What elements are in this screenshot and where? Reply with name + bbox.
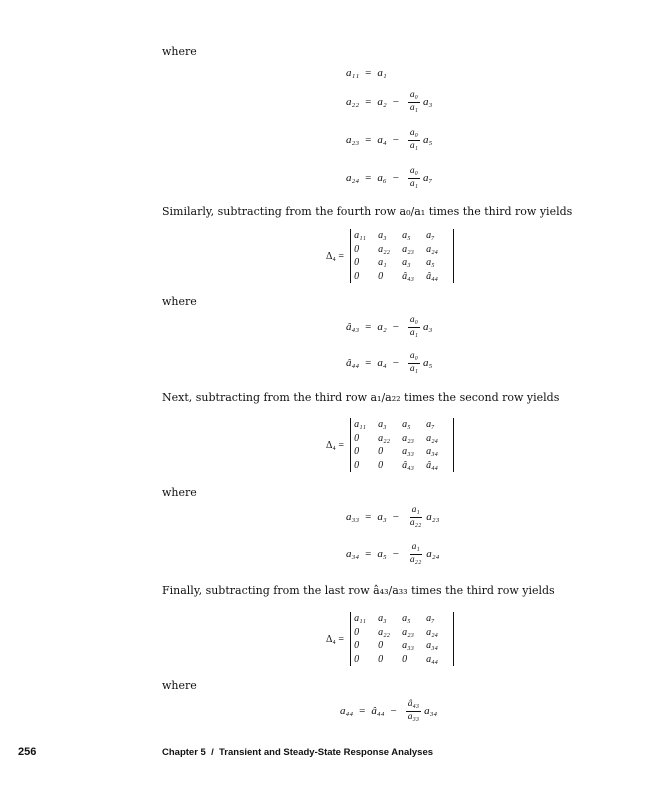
eq-numerator: a₁ bbox=[410, 543, 422, 555]
matrix-cell: 0 bbox=[378, 653, 384, 665]
eq-fraction bbox=[408, 167, 420, 190]
eq-denominator: a₁ bbox=[409, 102, 418, 113]
matrix-cell: 0 bbox=[354, 257, 360, 268]
matrix-2 bbox=[350, 418, 454, 472]
eq-fraction bbox=[408, 316, 420, 339]
matrix-cell: a₅ bbox=[402, 419, 411, 430]
determinant-3 bbox=[326, 612, 454, 666]
matrix-cell: a₁ bbox=[378, 257, 387, 268]
matrix-cell: a₁₁ bbox=[354, 419, 367, 430]
eq-sign: = bbox=[365, 357, 372, 370]
matrix-cell: a₁₁ bbox=[354, 613, 367, 624]
eq-fraction bbox=[408, 352, 420, 375]
matrix-cell: 0 bbox=[378, 459, 384, 471]
matrix-1 bbox=[350, 229, 454, 283]
page-number: 256 bbox=[18, 746, 37, 758]
eq-factor: a₂₃ bbox=[426, 511, 440, 524]
eq-minus: − bbox=[392, 357, 399, 370]
paragraph-similarly: Similarly, subtracting from the fourth row a₀/a₁ times the third row yields bbox=[162, 205, 573, 218]
eq-sign: = bbox=[365, 321, 372, 334]
eq-numerator: a₀ bbox=[408, 167, 420, 179]
det-lhs: Δ₄ = bbox=[326, 250, 345, 262]
matrix-cell: a₂₂ bbox=[378, 243, 391, 255]
where-label-4: where bbox=[162, 679, 197, 692]
matrix-cell: a₂₄ bbox=[426, 626, 439, 638]
matrix-cell: â₄₃ bbox=[402, 459, 415, 471]
matrix-cell: a₃ bbox=[378, 419, 387, 430]
eq-term: a₄ bbox=[377, 134, 387, 147]
eq-fraction bbox=[408, 543, 423, 566]
eq-factor: a₂₄ bbox=[426, 548, 440, 561]
equation-ahat44 bbox=[346, 352, 432, 375]
matrix-cell: 0 bbox=[354, 446, 360, 457]
paragraph-next: Next, subtracting from the third row a₁/a₂₂ times the second row yields bbox=[162, 391, 560, 404]
eq-sign: = bbox=[359, 705, 366, 718]
where-label-3: where bbox=[162, 486, 197, 499]
eq-term: a₃ bbox=[377, 511, 387, 524]
matrix-cell: â₄₄ bbox=[426, 270, 439, 282]
eq-term: a₂ bbox=[377, 96, 387, 109]
matrix-cell: a₇ bbox=[426, 230, 435, 241]
matrix-cell: a₂₂ bbox=[378, 626, 391, 638]
det-lhs: Δ₄ = bbox=[326, 439, 345, 451]
eq-factor: a₇ bbox=[422, 172, 433, 185]
where-label-1: where bbox=[162, 45, 197, 58]
matrix-cell: â₄₄ bbox=[426, 459, 439, 471]
eq-denominator: a₃₃ bbox=[407, 711, 420, 722]
matrix-cell: 0 bbox=[354, 432, 360, 444]
matrix-cell: 0 bbox=[354, 270, 360, 282]
eq-factor: a₃ bbox=[422, 96, 433, 109]
eq-lhs: a₃₄ bbox=[346, 548, 360, 561]
eq-numerator: a₁ bbox=[410, 506, 422, 518]
eq-factor: a₅ bbox=[422, 134, 433, 147]
eq-sign: = bbox=[365, 511, 372, 524]
eq-minus: − bbox=[392, 511, 399, 524]
matrix-cell: 0 bbox=[378, 270, 384, 282]
matrix-cell: a₂₃ bbox=[402, 432, 415, 444]
eq-lhs: â₄₄ bbox=[346, 357, 360, 370]
equation-a22 bbox=[346, 91, 432, 114]
eq-minus: − bbox=[392, 134, 399, 147]
equation-ahat43 bbox=[346, 316, 432, 339]
eq-sign: = bbox=[365, 67, 372, 79]
eq-fraction bbox=[406, 700, 421, 723]
where-label-2: where bbox=[162, 295, 197, 308]
equation-a24 bbox=[346, 167, 432, 190]
eq-term: a₂ bbox=[377, 321, 387, 334]
matrix-cell: a₃ bbox=[402, 257, 411, 268]
eq-denominator: a₁ bbox=[409, 363, 418, 374]
matrix-cell: a₃₃ bbox=[402, 446, 415, 457]
eq-sign: = bbox=[365, 548, 372, 561]
eq-denominator: a₂₂ bbox=[409, 517, 422, 528]
matrix-cell: a₃ bbox=[378, 230, 387, 241]
eq-minus: − bbox=[392, 172, 399, 185]
det-lhs: Δ₄ = bbox=[326, 633, 345, 645]
matrix-cell: a₅ bbox=[426, 257, 435, 268]
matrix-cell: 0 bbox=[354, 640, 360, 651]
eq-denominator: a₂₂ bbox=[409, 554, 422, 565]
eq-numerator: a₀ bbox=[408, 352, 420, 364]
eq-sign: = bbox=[365, 134, 372, 147]
matrix-cell: a₂₃ bbox=[402, 243, 415, 255]
determinant-1 bbox=[326, 229, 454, 283]
matrix-cell: a₅ bbox=[402, 613, 411, 624]
eq-fraction bbox=[408, 91, 420, 114]
paragraph-finally: Finally, subtracting from the last row â₄₃/a₃₃ times the third row yields bbox=[162, 584, 555, 597]
matrix-cell: a₇ bbox=[426, 613, 435, 624]
eq-lhs: â₄₃ bbox=[346, 321, 360, 334]
matrix-cell: a₂₂ bbox=[378, 432, 391, 444]
eq-factor: a₃ bbox=[422, 321, 433, 334]
eq-term: a₄ bbox=[377, 357, 387, 370]
eq-lhs: a₂₃ bbox=[346, 134, 360, 147]
matrix-cell: 0 bbox=[354, 653, 360, 665]
eq-lhs: a₄₄ bbox=[340, 705, 354, 718]
matrix-cell: a₂₄ bbox=[426, 432, 439, 444]
eq-lhs: a₁₁ bbox=[346, 67, 360, 79]
matrix-cell: a₇ bbox=[426, 419, 435, 430]
eq-lhs: a₃₃ bbox=[346, 511, 360, 524]
eq-term: a₅ bbox=[377, 548, 387, 561]
matrix-cell: a₁₁ bbox=[354, 230, 367, 241]
eq-minus: − bbox=[392, 96, 399, 109]
eq-denominator: a₁ bbox=[409, 140, 418, 151]
eq-minus: − bbox=[392, 548, 399, 561]
eq-fraction bbox=[408, 506, 423, 529]
matrix-cell: â₄₃ bbox=[402, 270, 415, 282]
eq-term: a₆ bbox=[377, 172, 387, 185]
matrix-cell: a₂₃ bbox=[402, 626, 415, 638]
eq-denominator: a₁ bbox=[409, 327, 418, 338]
eq-rhs: a₁ bbox=[377, 67, 387, 79]
eq-fraction bbox=[408, 129, 420, 152]
matrix-3 bbox=[350, 612, 454, 666]
equation-a11 bbox=[346, 67, 387, 79]
eq-numerator: a₀ bbox=[408, 316, 420, 328]
eq-factor: a₃₄ bbox=[424, 705, 438, 718]
equation-a34 bbox=[346, 543, 439, 566]
matrix-cell: 0 bbox=[354, 243, 360, 255]
matrix-cell: a₄₄ bbox=[426, 653, 439, 665]
matrix-cell: a₃₃ bbox=[402, 640, 415, 651]
eq-minus: − bbox=[392, 321, 399, 334]
eq-minus: − bbox=[390, 705, 397, 718]
eq-denominator: a₁ bbox=[409, 178, 418, 189]
matrix-cell: 0 bbox=[354, 459, 360, 471]
eq-lhs: a₂₄ bbox=[346, 172, 360, 185]
eq-numerator: â₄₃ bbox=[406, 700, 421, 712]
determinant-2 bbox=[326, 418, 454, 472]
eq-lhs: a₂₂ bbox=[346, 96, 360, 109]
equation-a33 bbox=[346, 506, 439, 529]
equation-a44 bbox=[340, 700, 437, 723]
matrix-cell: 0 bbox=[402, 653, 408, 665]
matrix-cell: 0 bbox=[378, 446, 384, 457]
eq-numerator: a₀ bbox=[408, 129, 420, 141]
matrix-cell: a₃ bbox=[378, 613, 387, 624]
eq-term: â₄₄ bbox=[371, 705, 385, 718]
eq-numerator: a₀ bbox=[408, 91, 420, 103]
eq-sign: = bbox=[365, 172, 372, 185]
matrix-cell: a₂₄ bbox=[426, 243, 439, 255]
matrix-cell: 0 bbox=[354, 626, 360, 638]
matrix-cell: 0 bbox=[378, 640, 384, 651]
eq-factor: a₅ bbox=[422, 357, 433, 370]
eq-sign: = bbox=[365, 96, 372, 109]
equation-a23 bbox=[346, 129, 432, 152]
matrix-cell: a₅ bbox=[402, 230, 411, 241]
matrix-cell: a₃₄ bbox=[426, 640, 439, 651]
matrix-cell: a₃₄ bbox=[426, 446, 439, 457]
running-head: Chapter 5 / Transient and Steady-State Response Analyses bbox=[162, 747, 434, 758]
